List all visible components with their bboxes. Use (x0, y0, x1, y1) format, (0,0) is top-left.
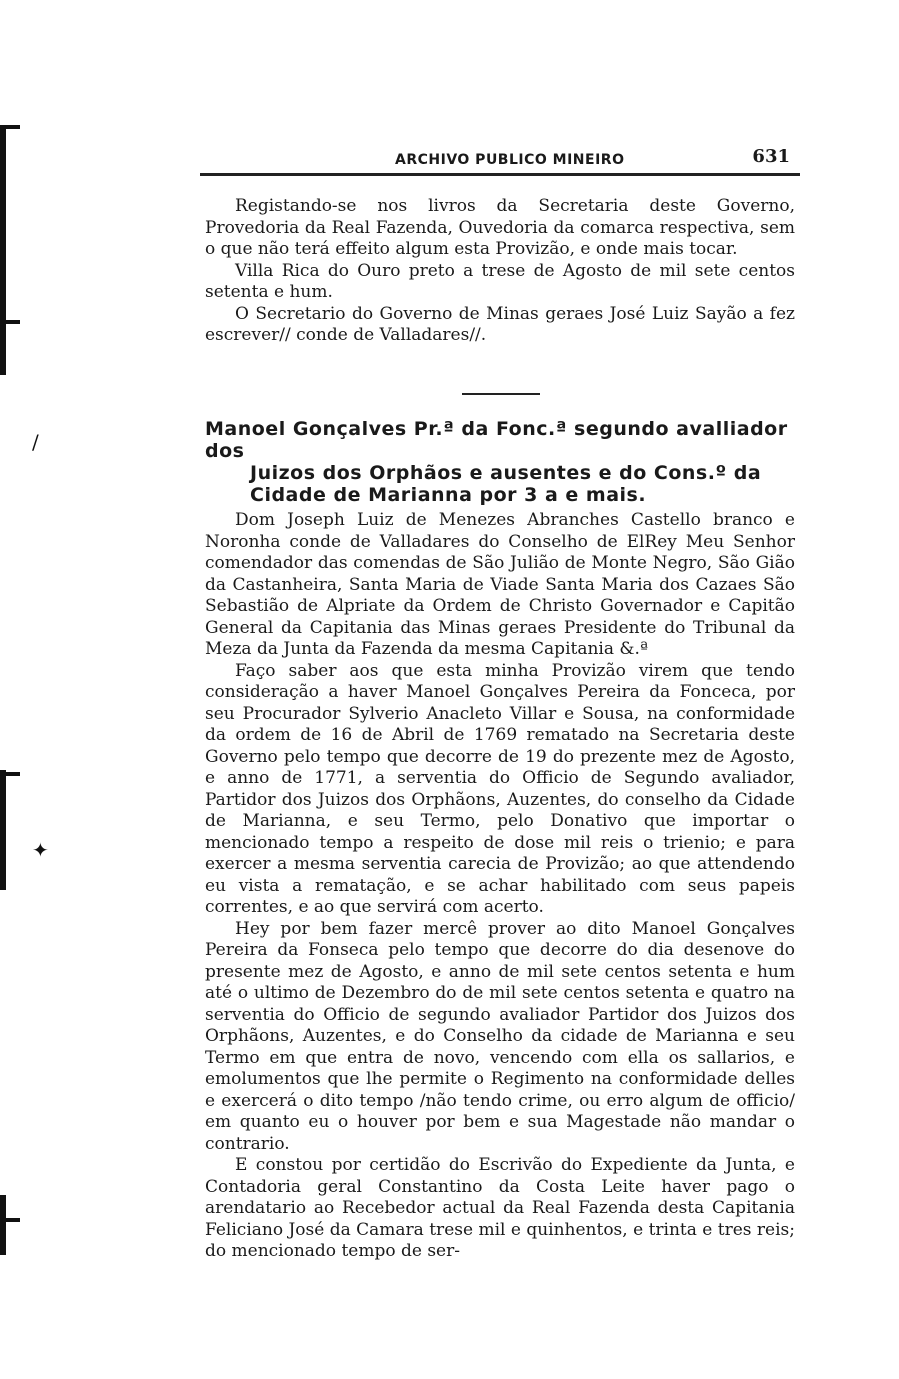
page-number: 631 (752, 146, 790, 167)
paragraph: Villa Rica do Ouro preto a trese de Agosto de mil sete centos setenta e hum. (205, 260, 795, 302)
paragraph: Faço saber aos que esta minha Provizão virem que tendo consideração a haver Manoel Gonçalves Pereira da Fonceca, por seu Procurador Sylverio Anacleto Villar e Sousa, na conformidade da ordem de 16 de Abril de 1769 rematado na Secretaria deste Governo pelo tempo que decorre de 19 do prezente mez de Agosto, e anno de 1771, a serventia do Officio de Segundo avaliador, Partidor dos Juizos dos Orphãons, Auzentes, do conselho da Cidade de Marianna, e seu Termo, pelo Donativo que importar o mencionado tempo a respeito de dose mil reis o trienio; e para exercer a mesma serventia carecia de Provizão; ao que attendendo eu vista a rematação, e se achar habilitado com seus papeis correntes, e ao que servirá com acerto. (205, 660, 795, 917)
title-line-1: Manoel Gonçalves Pr.ª da Fonc.ª segundo avalliador dos (205, 418, 788, 462)
closing-text-block (205, 196, 795, 347)
scan-edge-tick (0, 125, 20, 129)
scan-edge-tick (0, 320, 20, 324)
provision-text-block (205, 510, 795, 1263)
paragraph: Registando-se nos livros da Secretaria deste Governo, Provedoria da Real Fazenda, Ouvedoria da comarca respectiva, sem o que não terá effeito algum esta Provizão, e onde mais tocar. (205, 196, 795, 259)
section-separator (462, 393, 540, 395)
margin-mark: / (32, 430, 39, 454)
margin-mark: ✦ (32, 838, 49, 862)
header-rule (200, 173, 800, 176)
scan-edge-tick (0, 772, 20, 776)
page-header (200, 140, 800, 176)
paragraph: Hey por bem fazer mercê prover ao dito Manoel Gonçalves Pereira da Fonseca pelo tempo que decorre do dia desenove do presente mez de Agosto, e anno de mil sete centos setenta e hum até o ultimo de Dezembro do de mil sete centos setenta e quatro na serventia do Officio de segundo avaliador Partidor dos Juizos dos Orphãons, Auzentes, e do Conselho da cidade de Marianna e seu Termo em que entra de novo, vencendo com ella os sallarios, e emolumentos que lhe permite o Regimento na conformidade delles e exercerá o dito tempo /não tendo crime, ou erro algum de officio/ em quanto eu o houver por bem e sua Magestade não mandar o contrario. (205, 918, 795, 1154)
paragraph: E constou por certidão do Escrivão do Expediente da Junta, e Contadoria geral Constantino da Costa Leite haver pago o arendatario ao Recebedor actual da Real Fazenda desta Capitania Feliciano José da Camara trese mil e quinhentos, e trinta e tres reis; do mencionado tempo de ser- (205, 1155, 795, 1261)
scan-edge-tick (0, 1218, 20, 1222)
scan-edge-top (0, 125, 6, 375)
running-title: ARCHIVO PUBLICO MINEIRO (395, 152, 625, 168)
scan-edge-middle (0, 770, 6, 890)
title-continuation: Juizos dos Orphãos e ausentes e do Cons.º da Cidade de Marianna por 3 a e mais. (250, 462, 762, 506)
document-title (205, 418, 800, 506)
scan-edge-bottom (0, 1195, 6, 1255)
paragraph: O Secretario do Governo de Minas geraes José Luiz Sayão a fez escrever// conde de Valladares//. (205, 303, 795, 345)
paragraph: Dom Joseph Luiz de Menezes Abranches Castello branco e Noronha conde de Valladares do Conselho de ElRey Meu Senhor comendador das comendas de São Julião de Monte Negro, São Gião da Castanheira, Santa Maria de Viade Santa Maria dos Cazaes São Sebastião de Alpriate da Ordem de Christo Governador e Capitão General da Capitania das Minas geraes Presidente do Tribunal da Meza da Junta da Fazenda da mesma Capitania &.ª (205, 510, 795, 659)
